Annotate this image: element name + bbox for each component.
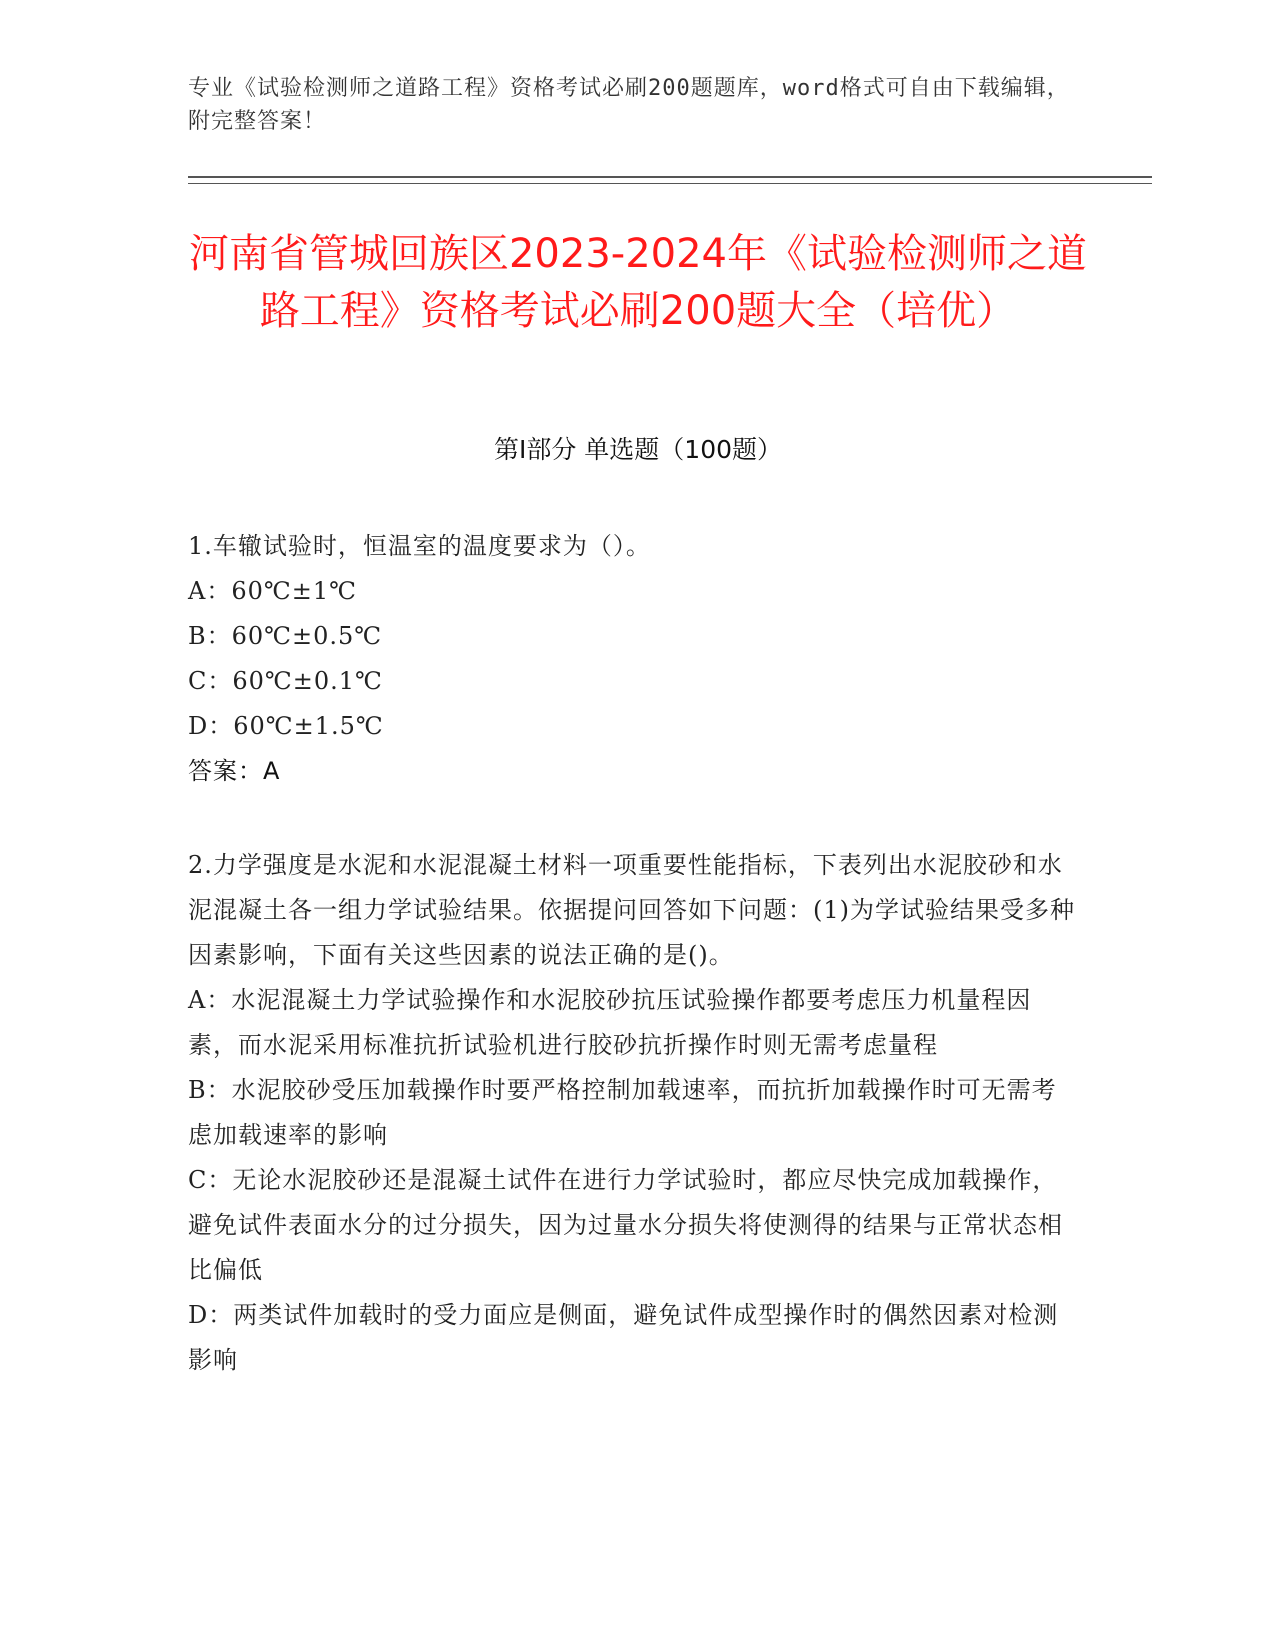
question-stem: 2.力学强度是水泥和水泥混凝土材料一项重要性能指标，下表列出水泥胶砂和水泥混凝土各一组力学试验结果。依据提问回答如下问题：(1)为学试验结果受多种因素影响，下面有关这些因素的说法正确的是()。 [188,851,1075,969]
header-note: 专业《试验检测师之道路工程》资格考试必刷200题题库，word格式可自由下载编辑，附完整答案！ [188,76,1070,134]
option-d: D：两类试件加载时的受力面应是侧面，避免试件成型操作时的偶然因素对检测影响 [188,1301,1059,1374]
answer-line: 答案：A [188,757,281,785]
question-2 [188,843,1078,1383]
option-a: A：水泥混凝土力学试验操作和水泥胶砂抗压试验操作都要考虑压力机量程因素，而水泥采用标准抗折试验机进行胶砂抗折操作时则无需考虑量程 [188,986,1032,1059]
question-stem: 1.车辙试验时，恒温室的温度要求为（）。 [188,532,651,560]
option-b: B：水泥胶砂受压加载操作时要严格控制加载速率，而抗折加载操作时可无需考虑加载速率的影响 [188,1076,1057,1149]
question-1 [188,524,1078,794]
option-c: C：60℃±0.1℃ [188,667,383,695]
section-heading: 第I部分 单选题（100题） [493,435,783,464]
header-rule-thin [188,183,1152,184]
option-b: B：60℃±0.5℃ [188,622,383,650]
option-d: D：60℃±1.5℃ [188,712,384,740]
document-title: 河南省管城回族区2023-2024年《试验检测师之道路工程》资格考试必刷200题大全（培优） [188,231,1088,334]
header-rule-thick [188,176,1152,178]
option-a: A：60℃±1℃ [188,577,357,605]
option-c: C：无论水泥胶砂还是混凝土试件在进行力学试验时，都应尽快完成加载操作，避免试件表面水分的过分损失，因为过量水分损失将使测得的结果与正常状态相比偏低 [188,1166,1063,1284]
